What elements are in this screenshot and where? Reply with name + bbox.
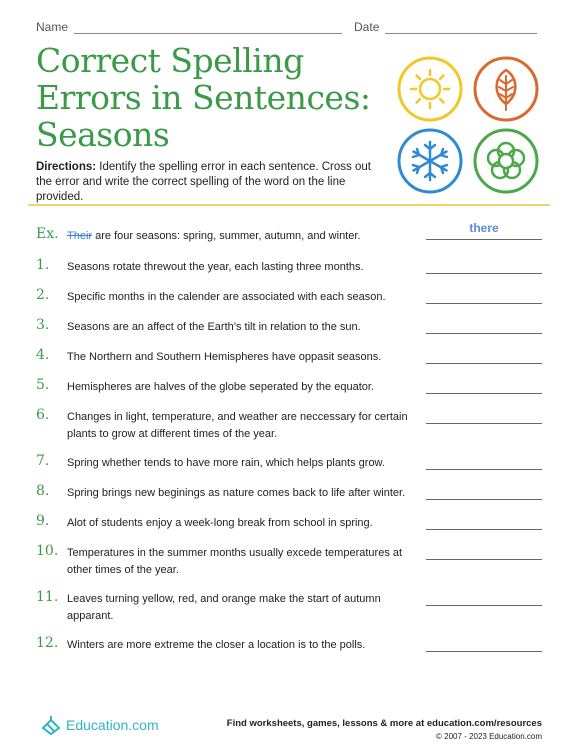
question-text: The Northern and Southern Hemispheres have oppasit seasons. — [67, 351, 382, 363]
answer-line-7[interactable] — [426, 469, 542, 470]
divider — [28, 204, 550, 206]
answer-line-3[interactable] — [426, 333, 542, 334]
question-number: 6. — [36, 407, 50, 423]
question-text: Hemispheres are halves of the globe seperated by the equator. — [67, 381, 374, 393]
answer-line-1[interactable] — [426, 273, 542, 274]
question-number: 10. — [36, 543, 59, 559]
question-number: 7. — [36, 453, 50, 469]
page-title — [36, 42, 371, 153]
question-text: Leaves turning yellow, red, and orange make the start of autumn apparant. — [67, 593, 381, 622]
answer-line-5[interactable] — [426, 393, 542, 394]
name-field[interactable] — [74, 21, 342, 34]
question-text: Seasons rotate threwout the year, each lasting three months. — [67, 261, 364, 273]
question-number: 11. — [36, 589, 59, 605]
example-answer-line[interactable] — [426, 239, 542, 240]
question-text: Alot of students enjoy a week-long break from school in spring. — [67, 517, 373, 529]
season-icons — [397, 56, 543, 186]
crossed-out-word: Their — [67, 230, 93, 242]
education-logo-icon — [40, 714, 62, 736]
footer-copyright: © 2007 - 2023 Education.com — [436, 732, 542, 741]
question-text: Winters are more extreme the closer a location is to the polls. — [67, 639, 366, 651]
example-text — [67, 228, 417, 245]
date-field[interactable] — [385, 21, 537, 34]
question-number: 9. — [36, 513, 50, 529]
date-label: Date — [354, 20, 380, 34]
snowflake-icon — [397, 128, 463, 194]
directions — [36, 160, 386, 205]
question-number: 12. — [36, 635, 59, 651]
sun-icon — [397, 56, 463, 122]
directions-text: Identify the spelling error in each sentence. Cross out the error and write the correct spelling of the word on the line provided. — [36, 161, 371, 203]
education-logo-text: Education.com — [66, 717, 159, 733]
footer-info — [227, 718, 542, 741]
question-number: 2. — [36, 287, 50, 303]
question-number: 3. — [36, 317, 50, 333]
education-logo[interactable] — [40, 714, 159, 736]
leaf-icon — [473, 56, 539, 122]
question-number: 4. — [36, 347, 50, 363]
answer-line-8[interactable] — [426, 499, 542, 500]
answer-line-11[interactable] — [426, 605, 542, 606]
question-number: 5. — [36, 377, 50, 393]
footer-tagline: Find worksheets, games, lessons & more at education.com/resources — [226, 718, 542, 729]
answer-line-9[interactable] — [426, 529, 542, 530]
flower-icon — [473, 128, 539, 194]
name-date-header — [36, 20, 542, 34]
example-number: Ex. — [36, 226, 59, 242]
answer-line-12[interactable] — [426, 651, 542, 652]
name-label: Name — [36, 20, 69, 34]
example-sentence: are four seasons: spring, summer, autumn, and winter. — [92, 230, 361, 242]
title-line-1: Correct Spelling — [36, 41, 304, 80]
example-answer: there — [469, 221, 499, 235]
title-line-2: Errors in Sentences: — [36, 78, 371, 117]
question-text: Specific months in the calender are associated with each season. — [67, 291, 386, 303]
question-number: 1. — [36, 257, 50, 273]
title-line-3: Seasons — [36, 115, 170, 154]
question-text: Spring whether tends to have more rain, which helps plants grow. — [67, 457, 385, 469]
question-text: Temperatures in the summer months usually excede temperatures at other times of the year. — [67, 547, 403, 576]
directions-label: Directions: — [36, 161, 97, 173]
answer-line-6[interactable] — [426, 423, 542, 424]
answer-line-10[interactable] — [426, 559, 542, 560]
answer-line-4[interactable] — [426, 363, 542, 364]
question-text: Changes in light, temperature, and weather are neccessary for certain plants to grow at different times of the year. — [67, 411, 408, 440]
question-text: Seasons are an affect of the Earth’s tilt in relation to the sun. — [67, 321, 361, 333]
question-text: Spring brings new beginings as nature comes back to life after winter. — [67, 487, 406, 499]
answer-line-2[interactable] — [426, 303, 542, 304]
question-number: 8. — [36, 483, 50, 499]
